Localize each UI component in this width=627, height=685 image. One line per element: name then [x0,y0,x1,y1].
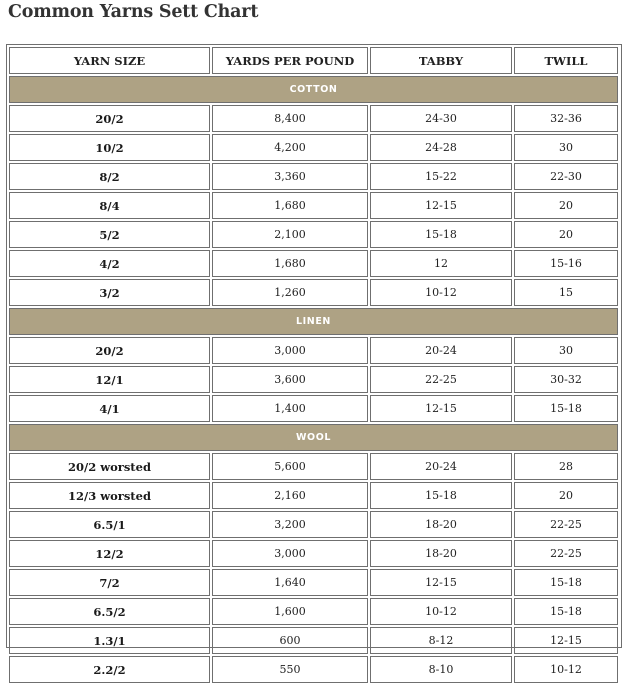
tabby-cell: 15-22 [370,163,512,190]
yards-cell: 5,600 [212,453,368,480]
yards-cell: 1,680 [212,192,368,219]
yards-cell: 3,000 [212,337,368,364]
size-cell: 6.5/2 [9,598,210,625]
header-tabby: TABBY [370,47,512,74]
tabby-cell: 20-24 [370,337,512,364]
twill-cell: 30 [514,337,618,364]
table-row [9,656,618,683]
yards-cell: 4,200 [212,134,368,161]
header-yards-per-pound: YARDS PER POUND [212,47,368,74]
tabby-cell: 22-25 [370,366,512,393]
page-title: Common Yarns Sett Chart [8,2,259,22]
twill-cell: 20 [514,192,618,219]
yards-cell: 1,600 [212,598,368,625]
yards-cell: 2,100 [212,221,368,248]
twill-cell: 15-18 [514,598,618,625]
tabby-cell: 10-12 [370,598,512,625]
tabby-cell: 24-30 [370,105,512,132]
size-cell: 12/2 [9,540,210,567]
twill-cell: 15-18 [514,569,618,596]
yards-cell: 1,680 [212,250,368,277]
twill-cell: 20 [514,482,618,509]
table-row [9,250,618,277]
twill-cell: 30-32 [514,366,618,393]
table-row [9,134,618,161]
twill-cell: 15-16 [514,250,618,277]
tabby-cell: 20-24 [370,453,512,480]
table-row [9,511,618,538]
yards-cell: 550 [212,656,368,683]
yards-cell: 3,000 [212,540,368,567]
header-yarn-size: YARN SIZE [9,47,210,74]
tabby-cell: 24-28 [370,134,512,161]
sett-table [7,45,620,685]
size-cell: 8/4 [9,192,210,219]
table-row [9,395,618,422]
table-row [9,337,618,364]
yards-cell: 1,400 [212,395,368,422]
size-cell: 12/1 [9,366,210,393]
twill-cell: 15-18 [514,395,618,422]
table-row [9,163,618,190]
tabby-cell: 12 [370,250,512,277]
table-row [9,192,618,219]
size-cell: 10/2 [9,134,210,161]
size-cell: 6.5/1 [9,511,210,538]
section-row-wool [9,424,618,451]
twill-cell: 32-36 [514,105,618,132]
yards-cell: 3,360 [212,163,368,190]
table-row [9,540,618,567]
yards-cell: 3,200 [212,511,368,538]
size-cell: 12/3 worsted [9,482,210,509]
size-cell: 3/2 [9,279,210,306]
twill-cell: 20 [514,221,618,248]
size-cell: 7/2 [9,569,210,596]
section-row-linen [9,308,618,335]
table-row [9,627,618,654]
tabby-cell: 12-15 [370,192,512,219]
tabby-cell: 12-15 [370,569,512,596]
section-label: WOOL [9,424,618,451]
table-row [9,366,618,393]
size-cell: 2.2/2 [9,656,210,683]
size-cell: 8/2 [9,163,210,190]
twill-cell: 22-25 [514,540,618,567]
tabby-cell: 15-18 [370,221,512,248]
yards-cell: 3,600 [212,366,368,393]
yards-cell: 2,160 [212,482,368,509]
section-row-cotton [9,76,618,103]
tabby-cell: 18-20 [370,511,512,538]
table-row [9,598,618,625]
section-label: COTTON [9,76,618,103]
tabby-cell: 18-20 [370,540,512,567]
size-cell: 4/1 [9,395,210,422]
tabby-cell: 8-12 [370,627,512,654]
twill-cell: 15 [514,279,618,306]
section-label: LINEN [9,308,618,335]
table-row [9,569,618,596]
table-row [9,279,618,306]
size-cell: 20/2 [9,337,210,364]
yards-cell: 1,640 [212,569,368,596]
twill-cell: 10-12 [514,656,618,683]
twill-cell: 28 [514,453,618,480]
sett-chart [6,44,622,677]
header-twill: TWILL [514,47,618,74]
tabby-cell: 15-18 [370,482,512,509]
yards-cell: 600 [212,627,368,654]
size-cell: 4/2 [9,250,210,277]
tabby-cell: 12-15 [370,395,512,422]
twill-cell: 12-15 [514,627,618,654]
size-cell: 1.3/1 [9,627,210,654]
size-cell: 20/2 [9,105,210,132]
sett-body [9,76,618,683]
header-row [9,47,618,74]
tabby-cell: 8-10 [370,656,512,683]
size-cell: 5/2 [9,221,210,248]
size-cell: 20/2 worsted [9,453,210,480]
table-row [9,221,618,248]
table-row [9,482,618,509]
yards-cell: 1,260 [212,279,368,306]
tabby-cell: 10-12 [370,279,512,306]
twill-cell: 30 [514,134,618,161]
twill-cell: 22-30 [514,163,618,190]
yards-cell: 8,400 [212,105,368,132]
table-row [9,453,618,480]
table-row [9,105,618,132]
twill-cell: 22-25 [514,511,618,538]
